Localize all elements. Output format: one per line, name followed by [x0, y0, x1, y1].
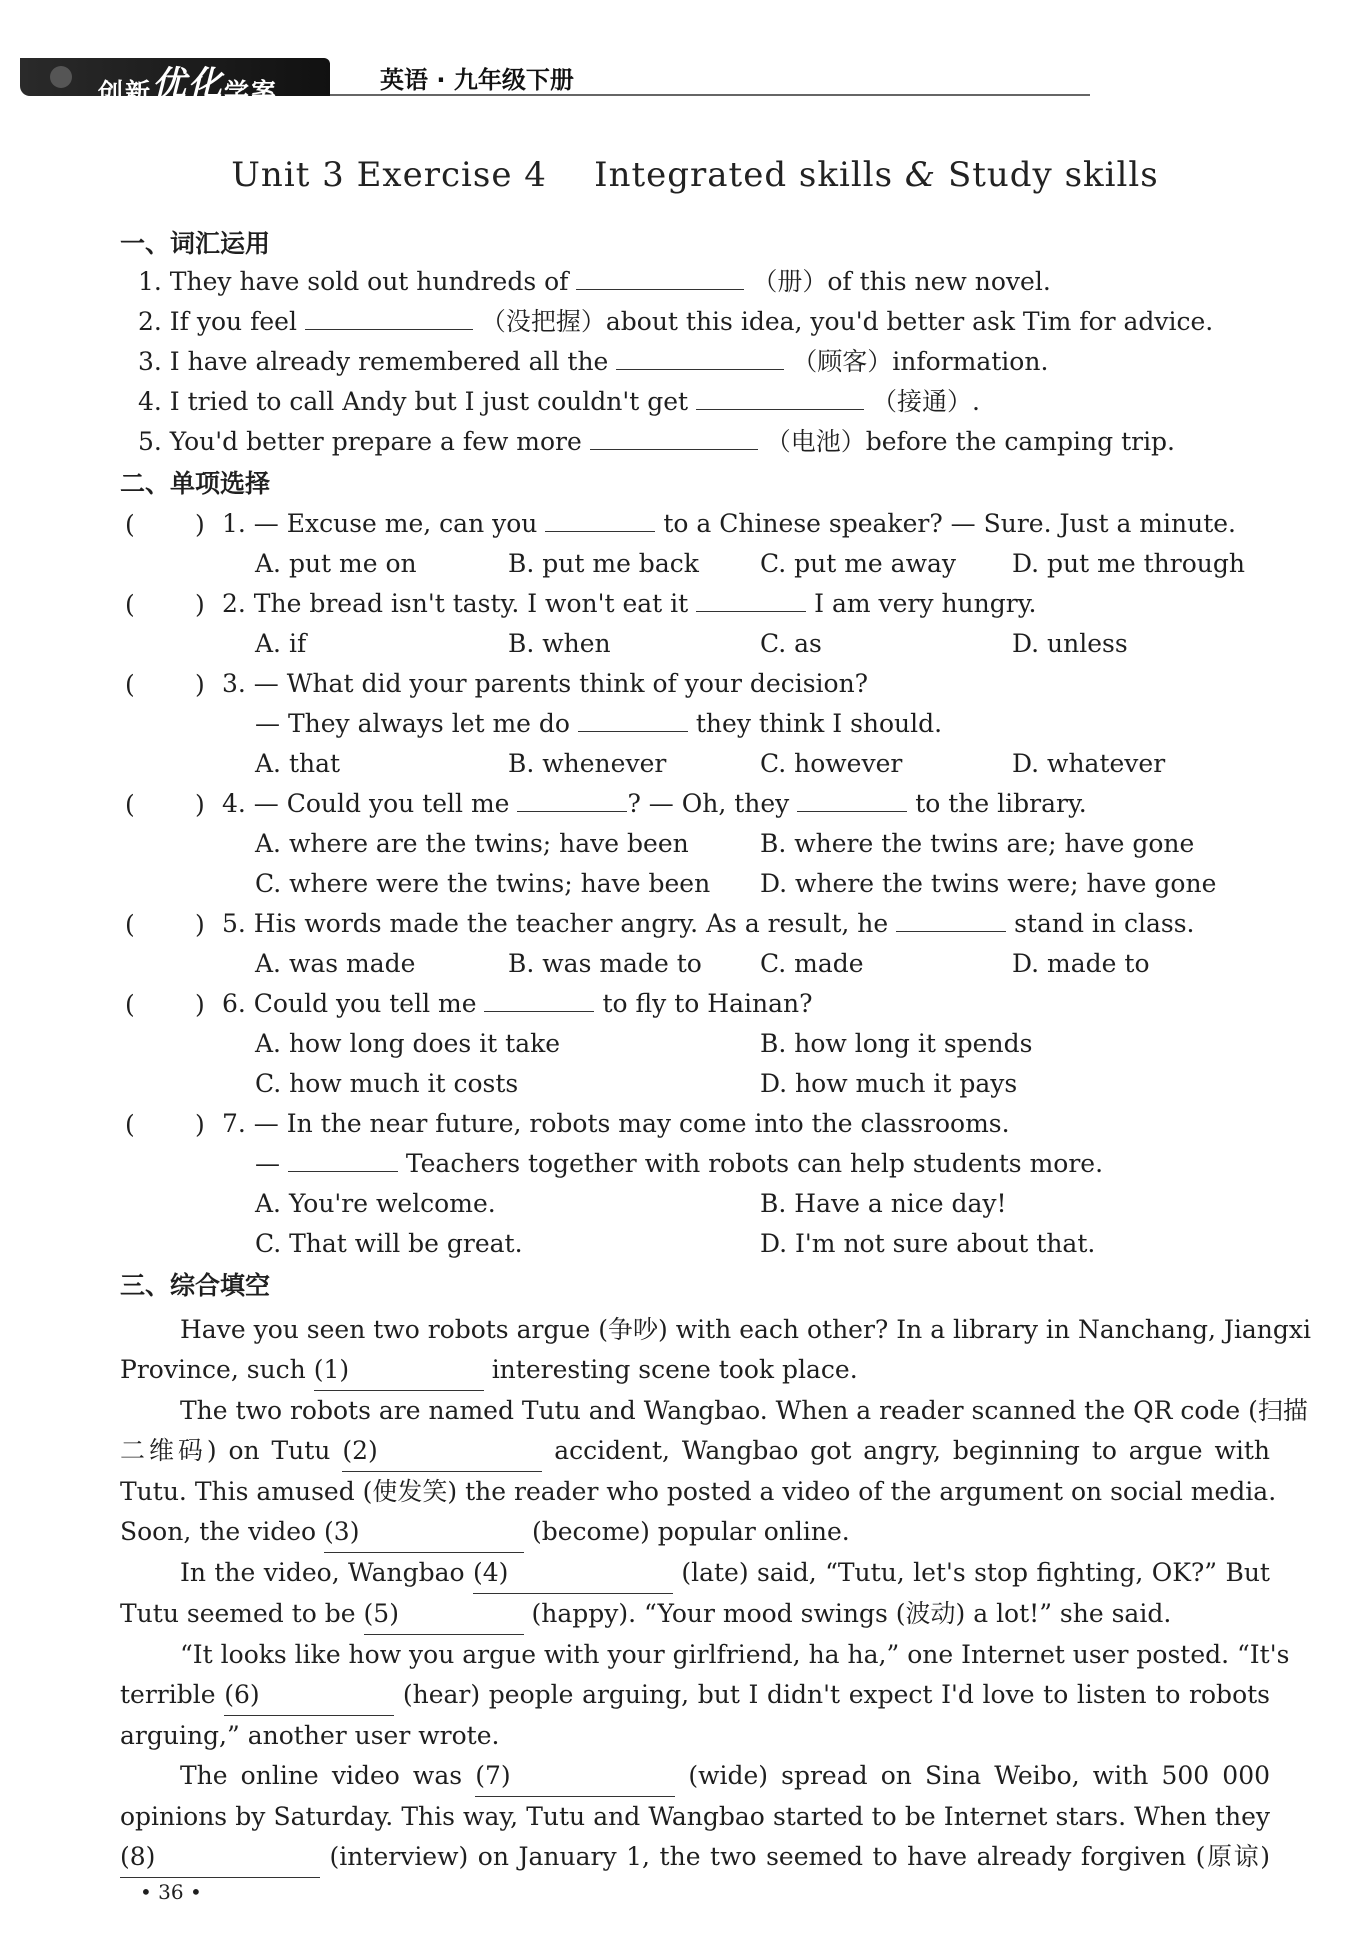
mcq-1-option-a[interactable]: A. put me on — [255, 549, 417, 578]
answer-blank[interactable] — [484, 989, 594, 1012]
mcq-5-option-c[interactable]: C. made — [760, 949, 864, 978]
mcq-6-option-a[interactable]: A. how long does it take — [255, 1029, 561, 1058]
passage-line: (8) (interview) on January 1, the two seemed to have already forgiven (原谅) — [120, 1837, 1270, 1878]
answer-blank[interactable] — [590, 427, 758, 450]
answer-paren-close: ) — [195, 510, 205, 539]
answer-blank[interactable] — [305, 307, 473, 330]
mcq-6-option-d[interactable]: D. how much it pays — [760, 1069, 1018, 1098]
answer-paren-open: ( — [125, 910, 135, 939]
brand-banner — [20, 58, 330, 107]
cloze-blank-5[interactable]: (5) — [364, 1594, 524, 1635]
answer-blank[interactable] — [578, 709, 688, 732]
mcq-1-option-b[interactable]: B. put me back — [508, 549, 699, 578]
answer-paren-open: ( — [125, 1110, 135, 1139]
answer-blank[interactable] — [797, 789, 907, 812]
mcq-7-option-c[interactable]: C. That will be great. — [255, 1229, 523, 1258]
section3-heading: 三、综合填空 — [120, 1271, 271, 1300]
mcq-3-option-b[interactable]: B. whenever — [508, 749, 667, 778]
answer-blank[interactable] — [517, 789, 627, 812]
vocab-item-5: 5. You'd better prepare a few more （电池）before the camping trip. — [138, 427, 1176, 456]
passage-line: Province, such (1) interesting scene took place. — [120, 1355, 858, 1384]
mcq-3-response: — They always let me do they think I should. — [255, 709, 943, 738]
passage-line: 二维码) on Tutu (2) accident, Wangbao got angry, beginning to argue with — [120, 1431, 1270, 1472]
answer-blank[interactable] — [616, 347, 784, 370]
mcq-2-stem: 2. The bread isn't tasty. I won't eat it I am very hungry. — [222, 589, 1037, 618]
mcq-2-option-c[interactable]: C. as — [760, 629, 822, 658]
mcq-1-option-c[interactable]: C. put me away — [760, 549, 957, 578]
passage-line: The two robots are named Tutu and Wangbao. When a reader scanned the QR code (扫描 — [180, 1396, 1308, 1425]
cloze-blank-3[interactable]: (3) — [324, 1512, 524, 1553]
mcq-5-option-a[interactable]: A. was made — [255, 949, 416, 978]
cloze-blank-2[interactable]: (2) — [342, 1431, 542, 1472]
answer-paren-open: ( — [125, 990, 135, 1019]
answer-paren-open: ( — [125, 510, 135, 539]
mcq-4-option-d[interactable]: D. where the twins were; have gone — [760, 869, 1217, 898]
mcq-6-option-c[interactable]: C. how much it costs — [255, 1069, 519, 1098]
mcq-3-stem: 3. — What did your parents think of your decision? — [222, 669, 869, 698]
passage-line: Soon, the video (3) (become) popular online. — [120, 1517, 850, 1546]
answer-paren-close: ) — [195, 990, 205, 1019]
cloze-blank-8[interactable]: (8) — [120, 1837, 320, 1878]
mcq-2-option-b[interactable]: B. when — [508, 629, 611, 658]
mcq-6-stem: 6. Could you tell me to fly to Hainan? — [222, 989, 813, 1018]
mcq-2-option-d[interactable]: D. unless — [1012, 629, 1128, 658]
answer-paren-open: ( — [125, 790, 135, 819]
cloze-blank-6[interactable]: (6) — [224, 1675, 394, 1716]
mcq-1-option-d[interactable]: D. put me through — [1012, 549, 1245, 578]
passage-line: Have you seen two robots argue (争吵) with each other? In a library in Nanchang, Jiangxi — [180, 1315, 1311, 1344]
brand-logo-icon — [50, 66, 72, 88]
passage-line: Tutu seemed to be (5) (happy). “Your mood swings (波动) a lot!” she said. — [120, 1599, 1171, 1628]
mcq-3-option-d[interactable]: D. whatever — [1012, 749, 1166, 778]
page-number: • 36 • — [140, 1880, 202, 1904]
mcq-3-option-a[interactable]: A. that — [255, 749, 341, 778]
page-title: Unit 3 Exercise 4 Integrated skills & Study skills — [231, 155, 1159, 195]
mcq-3-option-c[interactable]: C. however — [760, 749, 903, 778]
mcq-5-option-d[interactable]: D. made to — [1012, 949, 1150, 978]
page-header — [20, 58, 1080, 107]
answer-blank[interactable] — [288, 1149, 398, 1172]
passage-line: “It looks like how you argue with your girlfriend, ha ha,” one Internet user posted. “It's — [180, 1640, 1290, 1669]
section1-heading: 一、词汇运用 — [120, 229, 271, 258]
passage-line: opinions by Saturday. This way, Tutu and Wangbao started to be Internet stars. When they — [120, 1802, 1270, 1831]
answer-paren-close: ) — [195, 910, 205, 939]
answer-blank[interactable] — [696, 589, 806, 612]
mcq-2-option-a[interactable]: A. if — [255, 629, 307, 658]
passage-line: In the video, Wangbao (4) (late) said, “Tutu, let's stop fighting, OK?” But — [120, 1553, 1270, 1594]
answer-paren-open: ( — [125, 670, 135, 699]
mcq-7-option-d[interactable]: D. I'm not sure about that. — [760, 1229, 1096, 1258]
mcq-7-response: — Teachers together with robots can help students more. — [255, 1149, 1104, 1178]
book-title: 英语 · 九年级下册 — [380, 66, 574, 94]
answer-paren-close: ) — [195, 790, 205, 819]
answer-blank[interactable] — [545, 509, 655, 532]
mcq-4-option-b[interactable]: B. where the twins are; have gone — [760, 829, 1195, 858]
cloze-blank-4[interactable]: (4) — [473, 1553, 673, 1594]
answer-paren-open: ( — [125, 590, 135, 619]
answer-paren-close: ) — [195, 590, 205, 619]
brand-title: 创新优化学案 — [98, 64, 279, 107]
mcq-4-stem: 4. — Could you tell me ? — Oh, they to the library. — [222, 789, 1087, 818]
cloze-blank-7[interactable]: (7) — [475, 1756, 675, 1797]
mcq-4-option-a[interactable]: A. where are the twins; have been — [255, 829, 689, 858]
mcq-7-option-b[interactable]: B. Have a nice day! — [760, 1189, 1007, 1218]
mcq-5-option-b[interactable]: B. was made to — [508, 949, 702, 978]
answer-paren-close: ) — [195, 670, 205, 699]
passage-line: The online video was (7) (wide) spread on Sina Weibo, with 500 000 — [120, 1756, 1270, 1797]
answer-blank[interactable] — [896, 909, 1006, 932]
vocab-item-3: 3. I have already remembered all the （顾客）information. — [138, 347, 1049, 376]
passage-line: arguing,” another user wrote. — [120, 1721, 500, 1750]
mcq-5-stem: 5. His words made the teacher angry. As a result, he stand in class. — [222, 909, 1195, 938]
mcq-7-stem: 7. — In the near future, robots may come into the classrooms. — [222, 1109, 1010, 1138]
mcq-4-option-c[interactable]: C. where were the twins; have been — [255, 869, 711, 898]
answer-blank[interactable] — [576, 267, 744, 290]
vocab-item-2: 2. If you feel （没把握）about this idea, you'd better ask Tim for advice. — [138, 307, 1214, 336]
section2-heading: 二、单项选择 — [120, 469, 271, 498]
cloze-blank-1[interactable]: (1) — [314, 1350, 484, 1391]
passage-line: Tutu. This amused (使发笑) the reader who posted a video of the argument on social media. — [120, 1477, 1277, 1506]
mcq-6-option-b[interactable]: B. how long it spends — [760, 1029, 1033, 1058]
vocab-item-4: 4. I tried to call Andy but I just couldn't get （接通）. — [138, 387, 980, 416]
answer-blank[interactable] — [696, 387, 864, 410]
header-divider — [330, 94, 1090, 96]
mcq-1-stem: 1. — Excuse me, can you to a Chinese speaker? — Sure. Just a minute. — [222, 509, 1236, 538]
mcq-7-option-a[interactable]: A. You're welcome. — [255, 1189, 496, 1218]
passage-line: terrible (6) (hear) people arguing, but I didn't expect I'd love to listen to robots — [120, 1675, 1270, 1716]
passage — [120, 1310, 1311, 1878]
vocab-item-1: 1. They have sold out hundreds of （册）of this new novel. — [138, 267, 1051, 296]
answer-paren-close: ) — [195, 1110, 205, 1139]
